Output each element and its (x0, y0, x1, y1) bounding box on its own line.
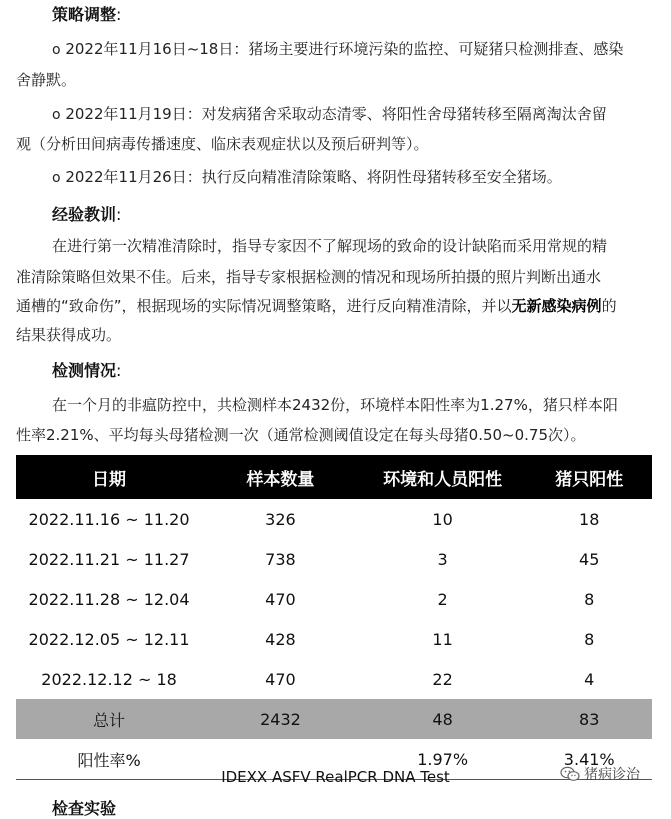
cell-sample-count: 738 (265, 549, 296, 569)
watermark (560, 764, 640, 784)
strategy-item-1: o 2022年11月16日~18日：猪场主要进行环境污染的监控、可疑猪只检测排查、感染 (52, 40, 624, 58)
table-header-row (16, 455, 652, 499)
cell-rate-label: 阳性率% (16, 739, 202, 780)
cell-rate-pig: 3.41% (526, 739, 652, 780)
strategy-heading: 策略调整: (52, 5, 122, 24)
cell-pig-positive: 45 (579, 549, 600, 569)
cell-sample-count: 470 (265, 589, 296, 609)
lessons-heading: 经验教训: (52, 205, 122, 224)
cell-env-positive: 3 (437, 549, 448, 569)
cell-pig-positive: 4 (584, 669, 595, 689)
detection-table (16, 455, 652, 780)
table-row (16, 579, 652, 619)
table-row (16, 619, 652, 659)
cell-date: 2022.11.16 ~ 11.20 (28, 509, 190, 529)
detection-line-2: 性率2.21%、平均每头母猪检测一次（通常检测阈值设定在每头母猪0.50~0.75次）。 (16, 426, 586, 444)
table-row (16, 499, 652, 539)
cell-date: 2022.11.28 ~ 12.04 (28, 589, 190, 609)
cell-date: 2022.12.05 ~ 12.11 (28, 629, 190, 649)
table-total-row (16, 699, 652, 739)
bullet-marker: o (52, 170, 61, 186)
table-caption: IDEXX ASFV RealPCR DNA Test (221, 768, 450, 786)
bullet-marker: o (52, 107, 61, 123)
cell-env-positive: 11 (432, 629, 453, 649)
table-row (16, 539, 652, 579)
cell-pig-positive: 8 (584, 629, 595, 649)
cell-pig-positive: 8 (584, 589, 595, 609)
cell-pig-positive: 18 (579, 509, 600, 529)
cell-env-positive: 10 (432, 509, 453, 529)
table-row (16, 659, 652, 699)
cell-env-positive: 2 (437, 589, 448, 609)
lessons-line-2: 准清除策略但效果不佳。后来，指导专家根据检测的情况和现场所拍摄的照片判断出通水 (16, 268, 602, 286)
next-section-heading: 检查实验 (52, 799, 117, 818)
cell-env-positive: 22 (432, 669, 453, 689)
strategy-item-3: o 2022年11月26日：执行反向精准清除策略、将阴性母猪转移至安全猪场。 (52, 168, 562, 186)
cell-total-samples: 2432 (202, 699, 359, 739)
emphasis-text: 无新感染病例 (511, 297, 602, 315)
strategy-item-2-cont: 观（分析田间病毒传播速度、临床表观症状以及预后研判等）。 (16, 135, 429, 153)
cell-total-env: 48 (359, 699, 527, 739)
watermark-text: 猪病诊治 (584, 767, 640, 783)
lessons-line-3: 通槽的“致命伤”，根据现场的实际情况调整策略，进行反向精准清除，并以无新感染病例的 (16, 297, 617, 315)
strategy-item-1-cont: 舍静默。 (16, 71, 77, 89)
lessons-line-1: 在进行第一次精准清除时，指导专家因不了解现场的致命的设计缺陷而采用常规的精 (52, 237, 608, 255)
cell-sample-count: 470 (265, 669, 296, 689)
lessons-line-4: 结果获得成功。 (16, 326, 122, 344)
cell-sample-count: 326 (265, 509, 296, 529)
cell-total-label: 总计 (16, 699, 202, 739)
cell-total-pig: 83 (526, 699, 652, 739)
header-date: 日期 (16, 455, 202, 499)
strategy-item-2: o 2022年11月19日：对发病猪舍采取动态清零、将阳性舍母猪转移至隔离淘汰舍留 (52, 105, 607, 123)
header-sample-count: 样本数量 (202, 455, 359, 499)
header-pig-positive: 猪只阳性 (526, 455, 652, 499)
cell-rate-env: 1.97% (359, 739, 527, 780)
bullet-marker: o (52, 42, 61, 58)
header-env-positive: 环境和人员阳性 (359, 455, 527, 499)
wechat-icon (560, 766, 580, 782)
detection-line-1: 在一个月的非瘟防控中，共检测样本2432份，环境样本阳性率为1.27%，猪只样本阳 (52, 396, 618, 414)
detection-heading: 检测情况: (52, 361, 122, 380)
cell-date: 2022.12.12 ~ 18 (41, 669, 177, 689)
cell-date: 2022.11.21 ~ 11.27 (28, 549, 190, 569)
cell-sample-count: 428 (265, 629, 296, 649)
